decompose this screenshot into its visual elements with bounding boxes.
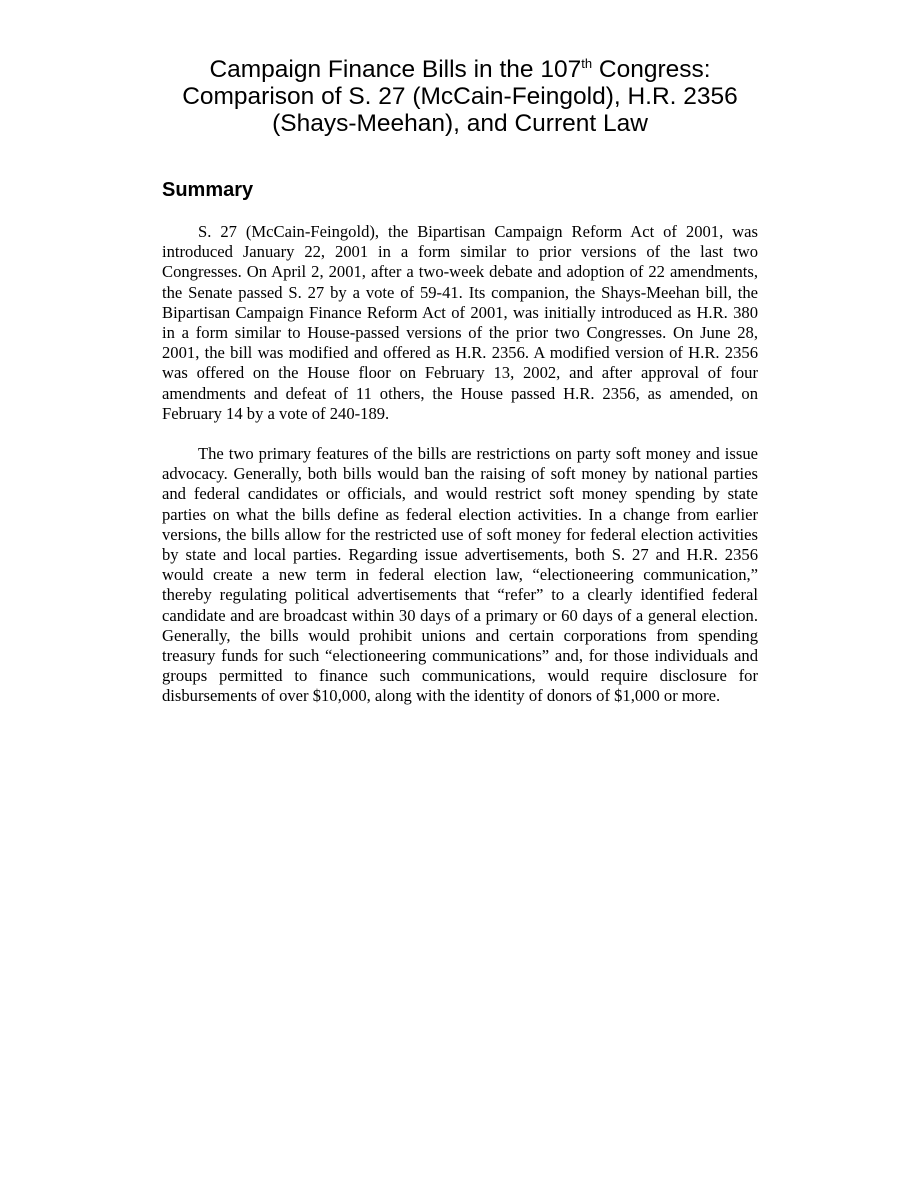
title-line-1-text: Campaign Finance Bills in the 107 — [209, 56, 582, 83]
title-superscript: th — [581, 55, 593, 71]
title-line-3: (Shays-Meehan), and Current Law — [272, 110, 648, 137]
document-page — [162, 56, 758, 707]
title-line-1 — [209, 56, 710, 83]
summary-heading: Summary — [162, 179, 254, 201]
title-line-1-end: Congress: — [592, 56, 711, 83]
summary-paragraph-1: S. 27 (McCain-Feingold), the Bipartisan Campaign Reform Act of 2001, was introduced January 22, 2001 in a form similar to prior versions of the last two Congresses. On April 2, 2001, after a two-week debate and adoption of 22 amendments, the Senate passed S. 27 by a vote of 59-41. Its companion, the Shays-Meehan bill, the Bipartisan Campaign Finance Reform Act of 2001, was initially introduced as H.R. 380 in a form similar to House-passed versions of the prior two Congresses. On June 28, 2001, the bill was modified and offered as H.R. 2356. A modified version of H.R. 2356 was offered on the House floor on February 13, 2002, and after approval of four amendments and defeat of 11 others, the House passed H.R. 2356, as amended, on February 14 by a vote of 240-189. — [162, 222, 758, 423]
title-line-2: Comparison of S. 27 (McCain-Feingold), H.R. 2356 — [182, 83, 738, 110]
document-title — [162, 56, 758, 137]
summary-paragraph-2: The two primary features of the bills are restrictions on party soft money and issue advocacy. Generally, both bills would ban the raising of soft money by national parties and federal candidates or officials, and would restrict soft money spending by state parties on what the bills define as federal election activities. In a change from earlier versions, the bills allow for the restricted use of soft money for federal election activities by state and local parties. Regarding issue advertisements, both S. 27 and H.R. 2356 would create a new term in federal election law, “electioneering communication,” thereby regulating political advertisements that “refer” to a clearly identified federal candidate and are broadcast within 30 days of a primary or 60 days of a general election. Generally, the bills would prohibit unions and certain corporations from spending treasury funds for such “electioneering communications” and, for those individuals and groups permitted to finance such communications, would require disclosure for disbursements of over $10,000, along with the identity of donors of $1,000 or more. — [162, 444, 758, 706]
